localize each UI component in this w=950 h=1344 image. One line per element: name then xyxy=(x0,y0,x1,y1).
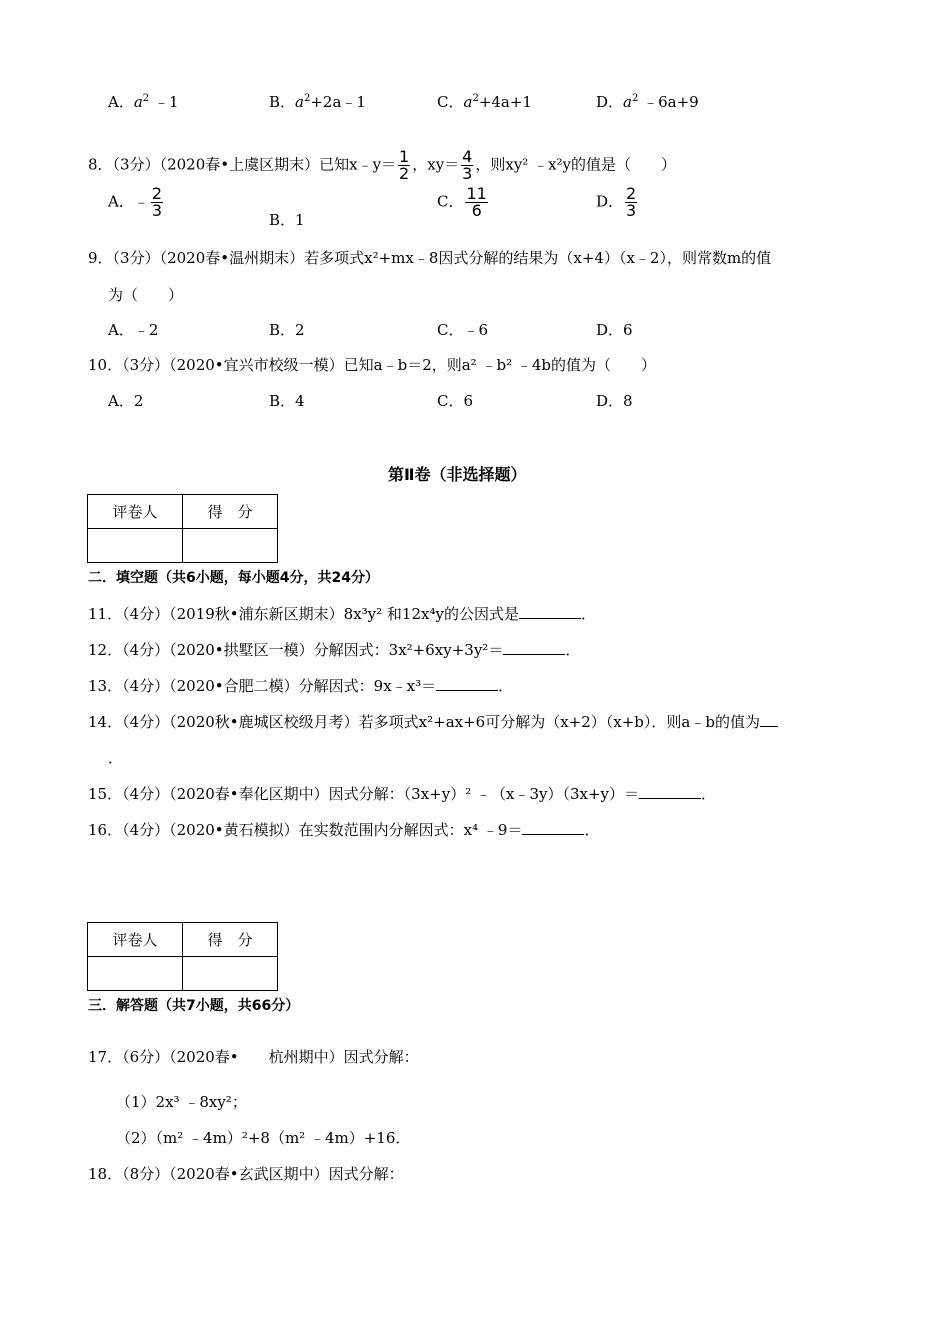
answer-blank[interactable] xyxy=(522,820,584,835)
question-17-part-1: （1）2x³ ﹣8xy²； xyxy=(116,1093,247,1111)
score-label: 得 分 xyxy=(183,495,278,529)
score-table-1 xyxy=(87,494,278,563)
question-14-line-2: ． xyxy=(108,749,124,767)
question-17-part-2: （2）（m² ﹣4m）²+8（m² ﹣4m）+16． xyxy=(116,1129,411,1147)
answer-blank[interactable] xyxy=(760,712,778,727)
q7-option-d: D．$a^2$ ﹣6a+9 xyxy=(596,93,699,111)
q9-option-a: A．﹣2 xyxy=(108,321,159,339)
section-2-title: 二．填空题（共6小题，每小题4分，共24分） xyxy=(88,570,379,586)
q9-option-c: C．﹣6 xyxy=(437,321,489,339)
question-15: 15．（4分）（2020春•奉化区期中）因式分解：（3x+y）² ﹣（x﹣3y）（3x+y）＝ ． xyxy=(88,785,717,803)
grader-cell[interactable] xyxy=(88,529,183,563)
fraction-4-3: $\frac{4}{3}$ xyxy=(462,147,473,183)
q8-option-c: C． $\frac{11}{6}$ xyxy=(437,184,487,220)
score-table-2 xyxy=(87,922,278,991)
question-9-line-1: 9．（3分）（2020春•温州期末）若多项式x²+mx﹣8因式分解的结果为（x+4）（x﹣2），则常数m的值 xyxy=(88,249,772,267)
question-8: 8．（3分）（2020春•上虞区期末）已知x﹣y＝ $\frac{1}{2}$ ，xy＝ $\frac{4}{3}$ ，则xy² ﹣x²y的值是（ ） xyxy=(88,147,677,183)
part-2-title: 第Ⅱ卷（非选择题） xyxy=(388,465,527,484)
q9-option-b: B．2 xyxy=(269,321,305,339)
answer-blank[interactable] xyxy=(503,640,565,655)
question-14: 14．（4分）（2020秋•鹿城区校级月考）若多项式x²+ax+6可分解为（x+2）（x+b）．则a﹣b的值为 xyxy=(88,712,778,732)
answer-blank[interactable] xyxy=(639,784,701,799)
q8-option-d: D． $\frac{2}{3}$ xyxy=(596,184,637,220)
q7-option-a: A．$a^2$ ﹣1 xyxy=(108,93,179,111)
question-10: 10．（3分）（2020•宜兴市校级一模）已知a﹣b＝2，则a² ﹣b² ﹣4b的值为（ ） xyxy=(88,356,656,374)
q10-option-b: B．4 xyxy=(269,392,305,410)
answer-blank[interactable] xyxy=(436,676,498,691)
q7-option-c: C．$a^2+4a+1$ xyxy=(437,93,532,111)
q10-option-a: A．2 xyxy=(108,392,144,410)
q8-option-b: B．1 xyxy=(269,211,305,229)
score-label: 得 分 xyxy=(183,923,278,957)
grader-cell[interactable] xyxy=(88,957,183,991)
question-17: 17．（6分）（2020春• 杭州期中）因式分解： xyxy=(88,1048,419,1066)
question-16: 16．（4分）（2020•黄石模拟）在实数范围内分解因式：x⁴ ﹣9＝ ． xyxy=(88,821,600,839)
question-18: 18．（8分）（2020春•玄武区期中）因式分解： xyxy=(88,1165,404,1183)
fraction-1-2: $\frac{1}{2}$ xyxy=(399,147,410,183)
score-cell[interactable] xyxy=(183,957,278,991)
q7-option-b: B．$a^2+2a﹣1$ xyxy=(269,93,366,111)
question-11: 11．（4分）（2019秋•浦东新区期末）8x³y² 和12x⁴y的公因式是 ． xyxy=(88,605,596,623)
score-cell[interactable] xyxy=(183,529,278,563)
question-9-line-2: 为（ ） xyxy=(108,286,184,304)
q9-option-d: D．6 xyxy=(596,321,633,339)
grader-label: 评卷人 xyxy=(88,495,183,529)
q8-option-a: A．﹣ $\frac{2}{3}$ xyxy=(108,184,163,220)
section-3-title: 三．解答题（共7小题，共66分） xyxy=(88,998,300,1014)
q10-option-d: D．8 xyxy=(596,392,633,410)
answer-blank[interactable] xyxy=(519,604,581,619)
q10-option-c: C．6 xyxy=(437,392,474,410)
grader-label: 评卷人 xyxy=(88,923,183,957)
question-13: 13．（4分）（2020•合肥二模）分解因式：9x﹣x³＝ ． xyxy=(88,677,514,695)
question-12: 12．（4分）（2020•拱墅区一模）分解因式：3x²+6xy+3y²＝ ． xyxy=(88,641,581,659)
